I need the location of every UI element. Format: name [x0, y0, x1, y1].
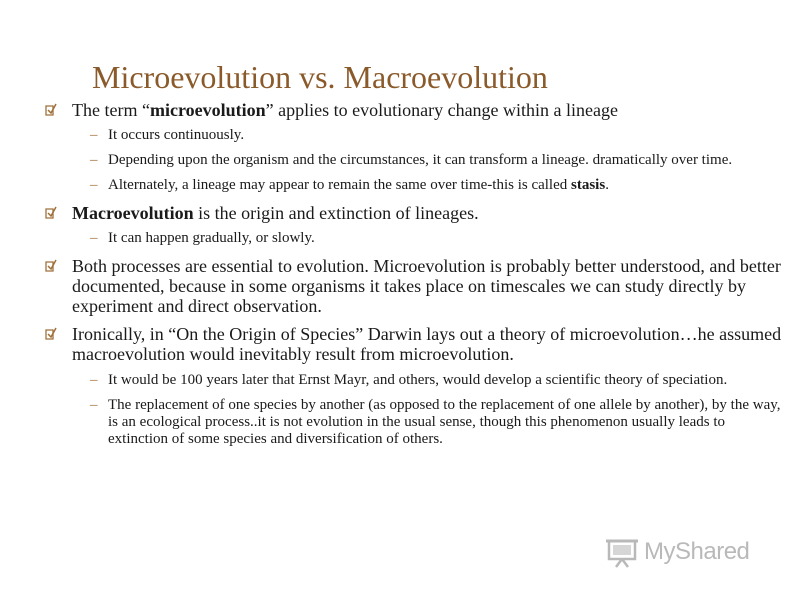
sub-bullet-text: Depending upon the organism and the circumstances, it can transform a lineage. dramatically over time.	[108, 152, 733, 168]
sub-bullet-emphasis: stasis	[571, 177, 606, 193]
sub-bullet-mayr	[44, 372, 784, 389]
sub-bullet-continuous	[44, 127, 784, 144]
sub-bullet-text: It would be 100 years later that Ernst Mayr, and others, would develop a scientific theory of speciation.	[108, 372, 728, 388]
watermark-text: MyShared	[644, 538, 750, 565]
dash-marker: –	[90, 230, 98, 246]
checkbox-bullet-icon	[44, 102, 60, 118]
checkbox-bullet-icon	[44, 326, 60, 342]
sub-bullet-gradual	[44, 230, 784, 247]
bullet-text: Both processes are essential to evolution. Microevolution is probably better understood, and better documented, because in some organisms it takes place on timescales we can study directly by experiment and direct observation.	[72, 256, 781, 316]
sub-bullet-text: It occurs continuously.	[108, 127, 245, 143]
slide-content	[44, 100, 784, 448]
sub-bullet-text-pre: Alternately, a lineage may appear to remain the same over time-this is called	[108, 177, 572, 193]
bullet-emphasis: Macroevolution	[72, 203, 194, 223]
bullet-text-post: ” applies to evolutionary change within a lineage	[265, 100, 619, 120]
bullet-both-processes	[44, 256, 784, 316]
dash-marker: –	[90, 177, 98, 193]
projector-screen-icon	[606, 538, 640, 573]
bullet-emphasis: microevolution	[149, 100, 266, 120]
bullet-text: Ironically, in “On the Origin of Species” Darwin lays out a theory of microevolution…he assumed macroevolution would inevitably result from microevolution.	[72, 324, 782, 364]
sub-bullet-text: The replacement of one species by another (as opposed to the replacement of one allele by another), by the way, is an ecological process..it is not evolution in the usual sense, though this phenomenon usually leads to extinction of some species and diversification of others.	[108, 397, 781, 447]
sub-bullet-replacement	[44, 397, 784, 448]
bullet-text-post: is the origin and extinction of lineages.	[193, 203, 479, 223]
sub-bullet-text-post: .	[605, 177, 609, 193]
checkbox-bullet-icon	[44, 205, 60, 221]
checkbox-bullet-icon	[44, 258, 60, 274]
sub-bullet-transform	[44, 152, 784, 169]
bullet-macroevolution	[44, 203, 784, 223]
sub-bullet-text: It can happen gradually, or slowly.	[108, 230, 315, 246]
dash-marker: –	[90, 372, 98, 388]
sub-bullet-stasis	[44, 177, 784, 194]
dash-marker: –	[90, 127, 98, 143]
slide-title: Microevolution vs. Macroevolution	[92, 59, 548, 95]
bullet-microevolution	[44, 100, 784, 120]
dash-marker: –	[90, 152, 98, 168]
bullet-text-pre: The term “	[72, 100, 150, 120]
dash-marker: –	[90, 397, 98, 413]
bullet-darwin	[44, 324, 784, 364]
watermark	[606, 536, 770, 570]
